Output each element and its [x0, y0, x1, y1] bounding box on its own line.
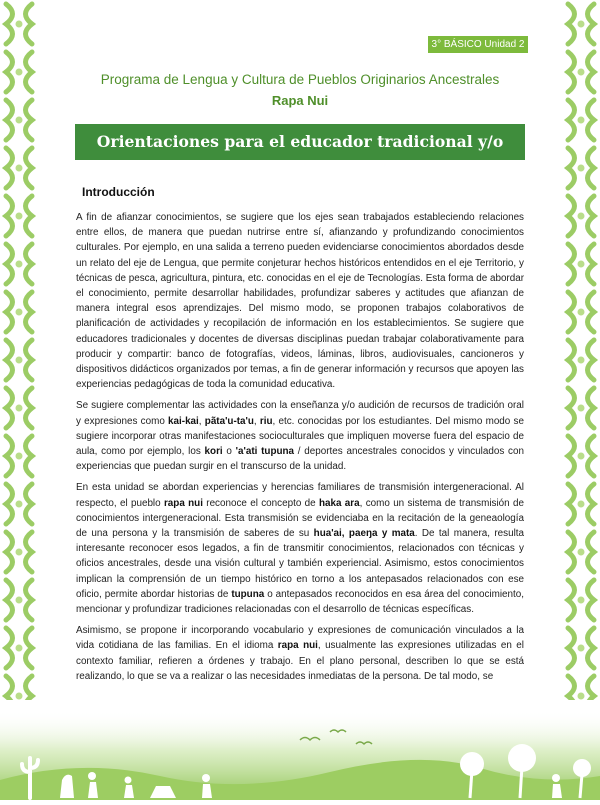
keyword: tupuna [231, 588, 265, 600]
keyword: hua'ai, paeŋa y mata [313, 528, 415, 540]
paragraph-4 [76, 623, 524, 684]
text-segment: Se sugiere complementar las actividades con la enseñanza y/o audición de recursos de tradición oral y expresiones como [76, 400, 524, 427]
text-segment: , etc. conocidas por los estudiantes. Del mismo modo se sugiere incorporar otras manifestaciones socioculturales que impliquen moverse fuera del espacio de aula, como por ejemplo, los [76, 415, 524, 458]
keyword: rapa nui [163, 497, 203, 509]
grade-unit-tag: 3° BÁSICO Unidad 2 [428, 36, 528, 53]
keyword: kai-kai [168, 415, 199, 427]
keyword: 'a'ati tupuna [235, 446, 295, 458]
text-segment: reconoce el concepto de [202, 497, 319, 509]
text-segment: / deportes ancestrales conocidos y vinculados con experiencias que puedan surgir en el transcurso de la unidad. [76, 446, 524, 473]
paragraph-3 [76, 480, 524, 617]
text-segment: En esta unidad se abordan experiencias y herencias familiares de transmisión intergeneracional. Al respecto, el pueblo [76, 482, 524, 509]
introduction-heading: Introducción [82, 185, 155, 199]
text-segment: , usualmente las expresiones utilizadas en el contexto familiar, refieren a órdenes y trabajo. En el plano personal, describen lo que se está realizando, lo que se va a realizar o las necesidades inmediatas de la persona. De tal modo, se [76, 640, 524, 682]
keyword: pãta'u-ta'u [204, 415, 254, 427]
body-text [76, 210, 524, 690]
text-segment: Asimismo, se propone ir incorporando vocabulario y expresiones de comunicación vinculados a la vida cotidiana de las familias. En el idioma [76, 625, 524, 652]
text-segment: , [198, 415, 205, 427]
text-segment: . De tal manera, resulta interesante reconocer esos legados, a fin de transmitir conocimientos, relacionados con técnicas y oficios ancestrales, desde una visión cultural y también experiencial. Asimismo, estos conocimientos implican la comprensión de un tiempo histórico en torno a los antepasados relacionados con ese oficio, permite abordar historias de [76, 528, 525, 600]
text-segment: o [222, 446, 236, 458]
text-segment: , [253, 415, 260, 427]
keyword: rapa nui [277, 640, 318, 652]
text-segment: , como un sistema de transmisión de conocimientos intergeneracional. Esta transmisión se evidenciaba en la recitación de la geneaología de una persona y la transmisión de saberes de su [76, 497, 524, 540]
program-title: Programa de Lengua y Cultura de Pueblos Originarios Ancestrales [100, 72, 500, 87]
keyword: riu [259, 415, 273, 427]
paragraph-1: A fin de afianzar conocimientos, se sugiere que los ejes sean trabajados estableciendo relaciones entre ellos, de manera que puedan nutrirse entre sí, afianzando y profundizando conocimientos culturales. Por ejemplo, en una salida a terreno pueden evidenciarse conocimientos abordados desde un relato del eje de Lengua, que permite conjeturar hechos históricos entendidos en el eje Territorio, y técnicas de pesca, agricultura, pintura, etc. conocidas en el eje de Tecnologías. Esta forma de abordar el conocimiento, permite desarrollar habilidades, profundizar saberes y actitudes que afianzan de manera integral esos aprendizajes. Del mismo modo, se proponen trabajos colaborativos de planificación de actividades y recopilación de información en los establecimientos. Se sugiere que educadores tradicionales y docentes de diversas disciplinas puedan trabajar colaborativamente para producir y compartir: banco de fotografías, videos, láminas, libros, audiovisuales, cancioneros y dispositivos didácticos organizados por temas, a fin de generar información y recursos que apoyen las experiencias pedagógicas de toda la comunidad educativa. [76, 212, 524, 391]
bottom-landscape-illustration [0, 710, 600, 800]
section-banner: Orientaciones para el educador tradicional y/o docente [75, 124, 525, 160]
keyword: kori [204, 446, 223, 458]
paragraph-2 [76, 398, 524, 474]
text-segment: o antepasados reconocidos en esa área del conocimiento, mencionar y profundizar tradiciones relacionadas con el desarrollo de técnicas específicas. [76, 588, 524, 616]
subject-title: Rapa Nui [271, 93, 329, 108]
keyword: haka ara [318, 497, 360, 509]
